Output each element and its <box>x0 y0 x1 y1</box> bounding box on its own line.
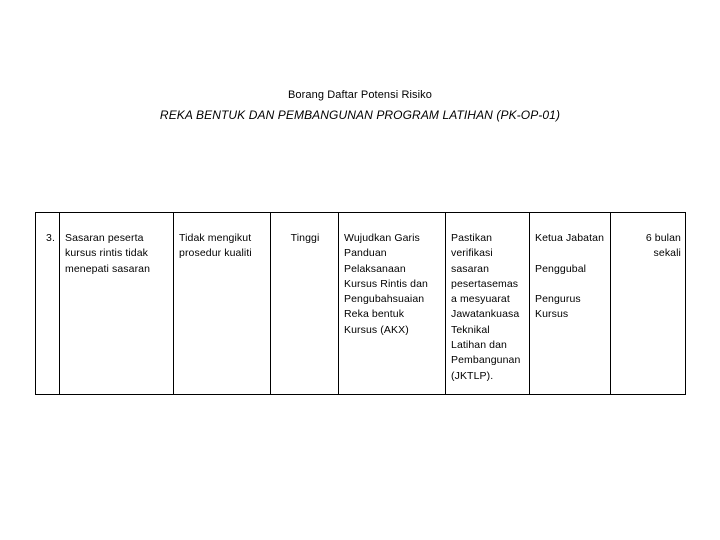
risk-line: Sasaran peserta <box>65 232 144 244</box>
action-line: verifikasi <box>451 247 493 260</box>
action-line: Jawatankuasa <box>451 308 520 321</box>
risk-line: menepati sasaran <box>65 262 151 275</box>
period-line: sekali <box>653 247 681 260</box>
owner-line: Kursus <box>535 308 569 321</box>
table-row <box>36 213 686 395</box>
control-line: Reka bentuk <box>344 308 405 321</box>
owner-cell <box>530 213 611 395</box>
page-title: REKA BENTUK DAN PEMBANGUNAN PROGRAM LATIHAN (PK-OP-01) <box>159 108 561 122</box>
period-cell <box>611 213 686 395</box>
control-cell <box>339 213 446 395</box>
action-line: Pembangunan <box>451 354 521 367</box>
control-line: Pengubahsuaian <box>344 293 425 306</box>
action-cell <box>446 213 530 395</box>
action-line: sasaran <box>451 262 490 275</box>
period-line: 6 bulan <box>645 232 681 244</box>
owner-line: Ketua Jabatan <box>535 232 605 244</box>
form-label: Borang Daftar Potensi Risiko <box>287 89 433 101</box>
action-line: Teknikal <box>451 323 490 336</box>
risk-line: kursus rintis tidak <box>65 247 149 260</box>
owner-line: Pengurus <box>535 293 581 306</box>
control-line: Panduan <box>344 247 387 260</box>
row-number: 3. <box>46 232 55 244</box>
risk-table <box>35 212 686 395</box>
cause-cell <box>174 213 271 395</box>
control-line: Kursus Rintis dan <box>344 277 428 290</box>
control-line: Pelaksanaan <box>344 262 406 275</box>
cause-line: prosedur kualiti <box>179 247 252 260</box>
action-line: Pastikan <box>451 232 493 244</box>
control-line: Wujudkan Garis <box>344 232 420 244</box>
action-line: Latihan dan <box>451 339 507 352</box>
risk-level: Tinggi <box>290 232 320 244</box>
action-line: pesertasemas <box>451 277 519 290</box>
action-line: a mesyuarat <box>451 293 510 306</box>
action-line: (JKTLP). <box>451 369 494 382</box>
risk-cell <box>60 213 174 395</box>
control-line: Kursus (AKX) <box>344 323 409 336</box>
cause-line: Tidak mengikut <box>179 232 252 244</box>
level-cell <box>271 213 339 395</box>
row-number-cell <box>36 213 60 395</box>
owner-line: Penggubal <box>535 262 587 275</box>
